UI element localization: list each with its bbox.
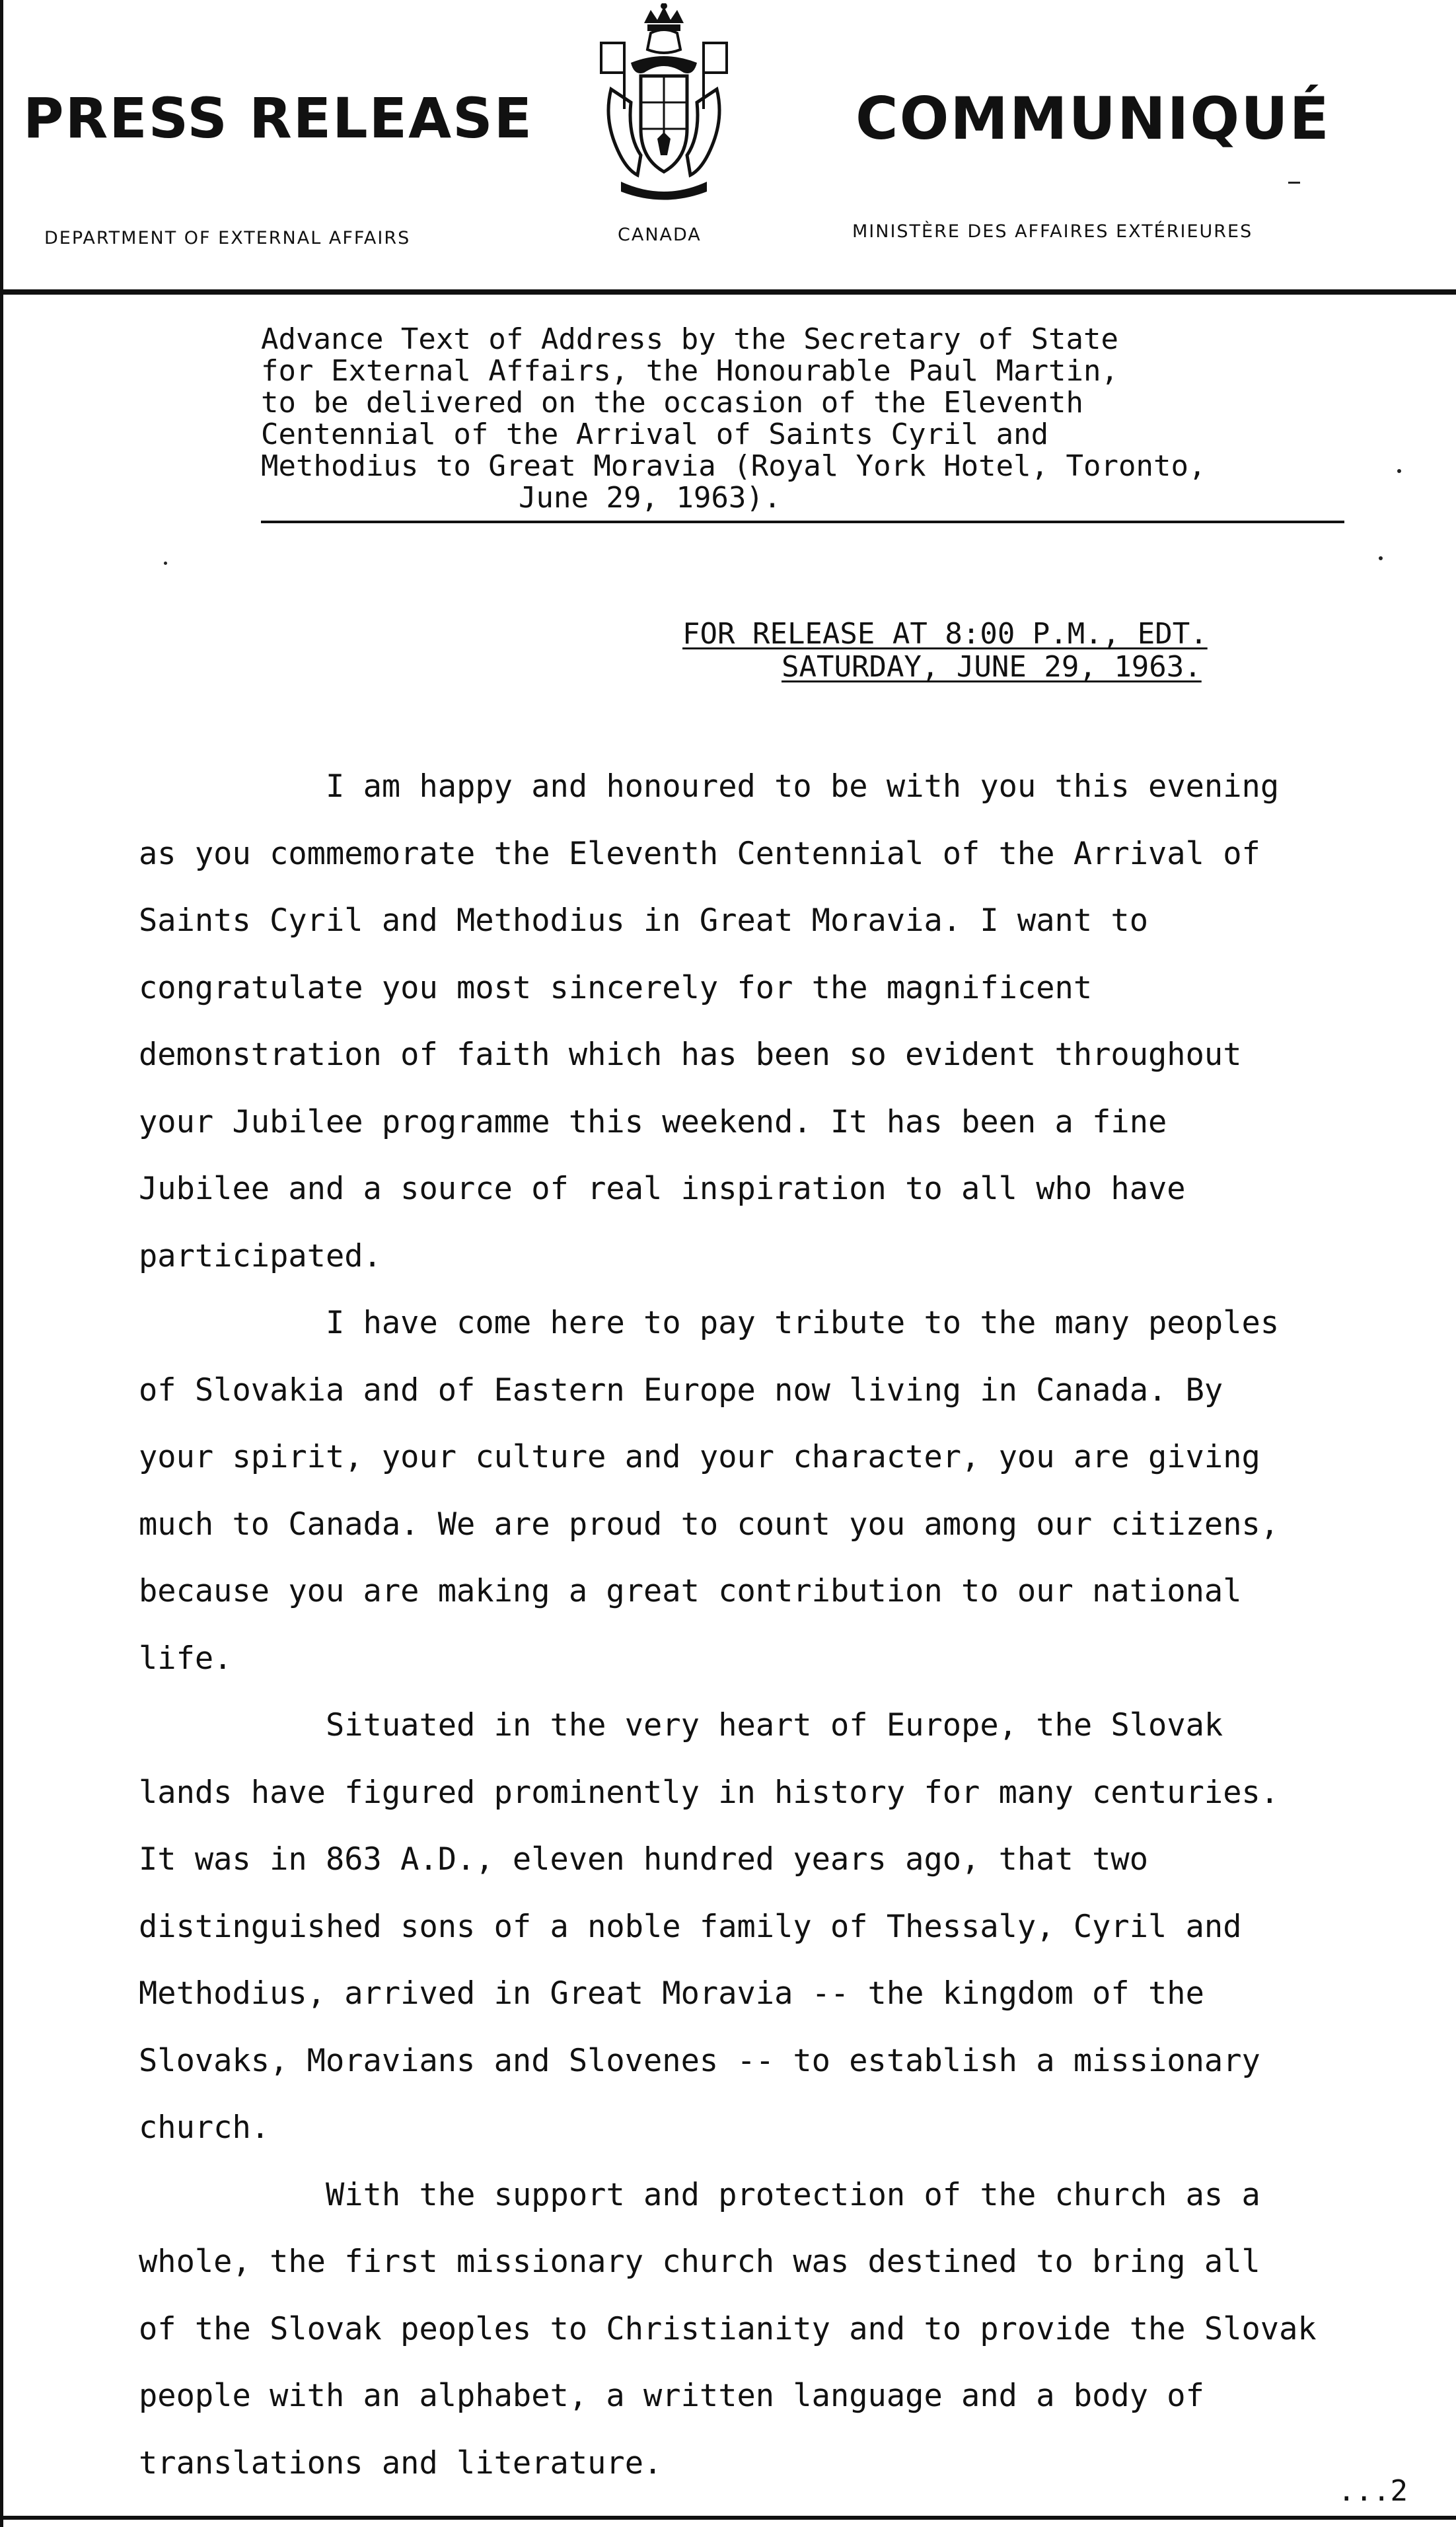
scan-speck [1379, 556, 1383, 560]
body-line: translations and literature. [139, 2444, 663, 2481]
body-line: Saints Cyril and Methodius in Great Moravia. I want to [139, 902, 1149, 939]
body-line: Methodius, arrived in Great Moravia -- the kingdom of the [139, 1975, 1204, 2012]
body-line: your spirit, your culture and your character, you are giving [139, 1439, 1260, 1475]
body-line: because you are making a great contribution to our national [139, 1573, 1242, 1609]
address-underline [261, 521, 1344, 523]
release-notice [682, 618, 1208, 684]
body-line: participated. [139, 1237, 382, 1274]
release-date: SATURDAY, JUNE 29, 1963. [782, 650, 1202, 684]
department-name-en: DEPARTMENT OF EXTERNAL AFFAIRS [44, 228, 411, 248]
address-line: Centennial of the Arrival of Saints Cyril and [261, 418, 1049, 451]
header-rule [3, 289, 1456, 295]
body-line: lands have figured prominently in history for many centuries. [139, 1774, 1280, 1811]
body-line: Jubilee and a source of real inspiration to all who have [139, 1171, 1186, 1207]
body-line: people with an alphabet, a written language and a body of [139, 2378, 1204, 2414]
address-line: to be delivered on the occasion of the Eleventh [261, 386, 1084, 420]
press-release-title: PRESS RELEASE [23, 86, 533, 151]
body-line: Situated in the very heart of Europe, the Slovak [326, 1707, 1223, 1743]
body-line: distinguished sons of a noble family of Thessaly, Cyril and [139, 1908, 1242, 1945]
body-line: demonstration of faith which has been so evident throughout [139, 1037, 1242, 1073]
body-line: of the Slovak peoples to Christianity and to provide the Slovak [139, 2310, 1317, 2347]
body-line: of Slovakia and of Eastern Europe now living in Canada. By [139, 1372, 1223, 1409]
body-line: your Jubilee programme this weekend. It has been a fine [139, 1103, 1167, 1140]
address-line: for External Affairs, the Honourable Paul Martin, [261, 354, 1119, 388]
scan-speck [1288, 182, 1300, 184]
release-time: FOR RELEASE AT 8:00 P.M., EDT. [682, 617, 1208, 651]
body-line: as you commemorate the Eleventh Centennial of the Arrival of [139, 835, 1260, 872]
page-continuation: ...2 [1338, 2474, 1408, 2508]
footer-rule [3, 2516, 1456, 2520]
address-heading [261, 324, 1206, 514]
country-name: CANADA [618, 225, 702, 245]
address-line: Advance Text of Address by the Secretary of State [261, 322, 1119, 356]
body-line: congratulate you most sincerely for the magnificent [139, 969, 1093, 1006]
body-line: It was in 863 A.D., eleven hundred years ago, that two [139, 1841, 1149, 1878]
address-line: Methodius to Great Moravia (Royal York Hotel, Toronto, [261, 449, 1206, 483]
body-line: Slovaks, Moravians and Slovenes -- to establish a missionary [139, 2042, 1260, 2079]
scan-speck [164, 562, 167, 565]
address-line: June 29, 1963). [519, 481, 782, 515]
body-line: With the support and protection of the church as a [326, 2176, 1260, 2213]
address-body [139, 753, 1317, 2497]
scan-speck [1397, 469, 1401, 473]
canada-coat-of-arms-icon [585, 3, 743, 208]
body-line: life. [139, 1640, 233, 1677]
body-line: church. [139, 2109, 270, 2146]
department-name-fr: MINISTÈRE DES AFFAIRES EXTÉRIEURES [852, 221, 1253, 242]
body-line: I am happy and honoured to be with you this evening [326, 768, 1280, 805]
body-line: whole, the first missionary church was destined to bring all [139, 2244, 1260, 2280]
body-line: much to Canada. We are proud to count you among our citizens, [139, 1506, 1280, 1543]
communique-title: COMMUNIQUÉ [855, 85, 1330, 153]
body-line: I have come here to pay tribute to the many peoples [326, 1305, 1280, 1341]
